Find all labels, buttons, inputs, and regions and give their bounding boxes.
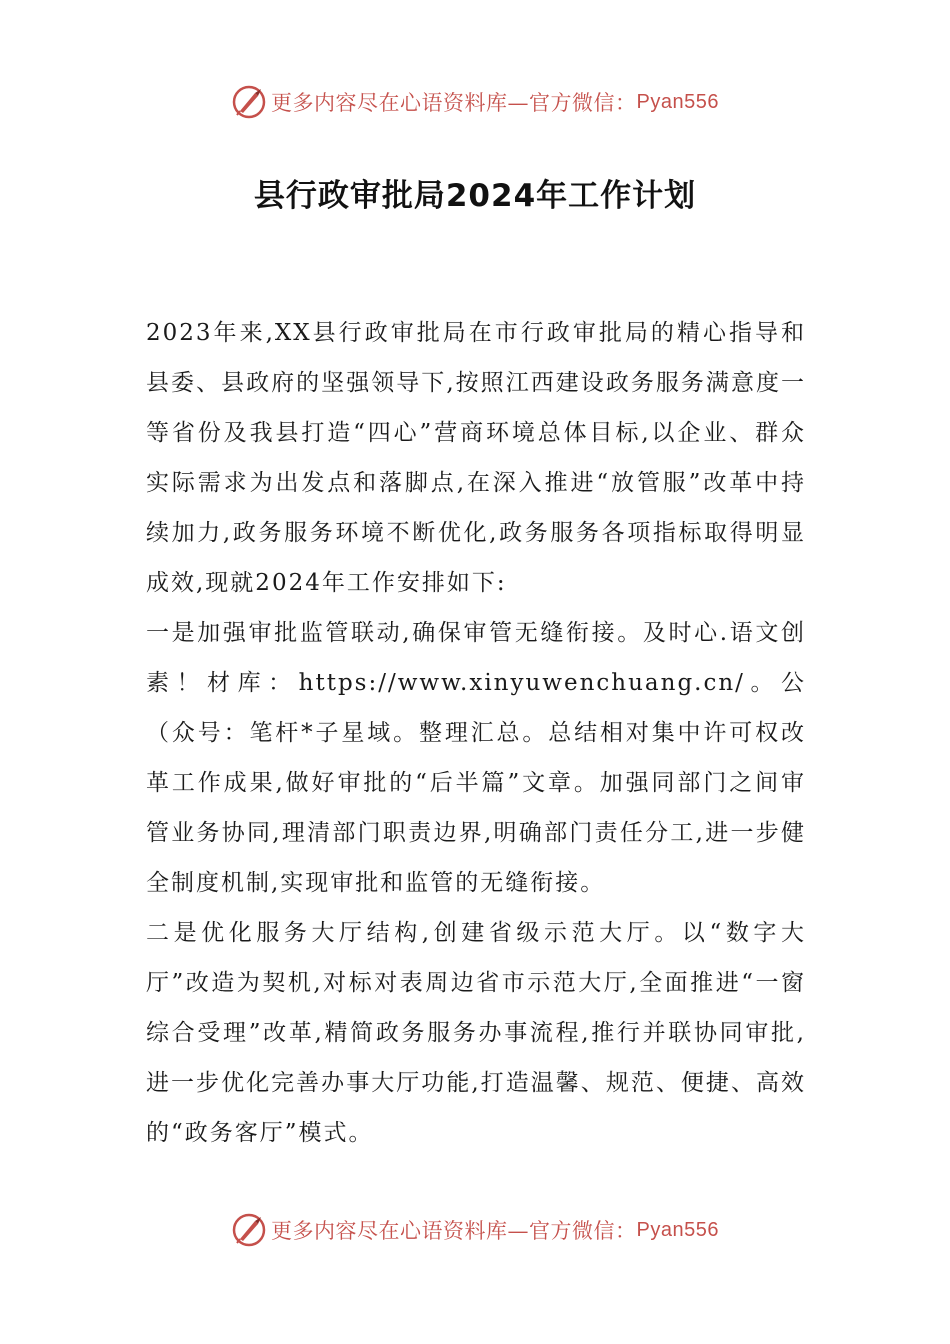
- header-watermark-brand: Pyan556: [636, 90, 719, 113]
- footer-watermark-banner: [0, 1210, 950, 1250]
- body-paragraph: 二是优化服务大厅结构,创建省级示范大厅。以“数字大厅”改造为契机,对标对表周边省市示范大厅,全面推进“一窗综合受理”改革,精简政务服务办事流程,推行并联协同审批,进一步优化完善办事大厅功能,打造温馨、规范、便捷、高效的“政务客厅”模式。: [146, 920, 806, 1146]
- footer-watermark-text: 更多内容尽在心语资料库—官方微信：: [271, 1219, 637, 1243]
- document-body: [146, 308, 806, 1158]
- quill-logo-icon: [231, 84, 267, 120]
- footer-watermark-brand: Pyan556: [636, 1218, 719, 1241]
- document-title: 县行政审批局2024年工作计划: [253, 178, 697, 214]
- body-paragraph: 2023年来,XX县行政审批局在市行政审批局的精心指导和县委、县政府的坚强领导下,按照江西建设政务服务满意度一等省份及我县打造“四心”营商环境总体目标,以企业、群众实际需求为出发点和落脚点,在深入推进“放管服”改革中持续加力,政务服务环境不断优化,政务服务各项指标取得明显成效,现就2024年工作安排如下:: [146, 320, 806, 596]
- quill-logo-icon: [231, 1212, 267, 1248]
- header-watermark-banner: [0, 82, 950, 122]
- body-paragraph: 一是加强审批监管联动,确保审管无缝衔接。及时心.语文创素！材库：https://www.xinyuwenchuang.cn/。公（众号：笔杆*子星域。整理汇总。总结相对集中许可权改革工作成果,做好审批的“后半篇”文章。加强同部门之间审管业务协同,理清部门职责边界,明确部门责任分工,进一步健全制度机制,实现审批和监管的无缝衔接。: [146, 620, 806, 896]
- header-watermark-text: 更多内容尽在心语资料库—官方微信：: [271, 91, 637, 115]
